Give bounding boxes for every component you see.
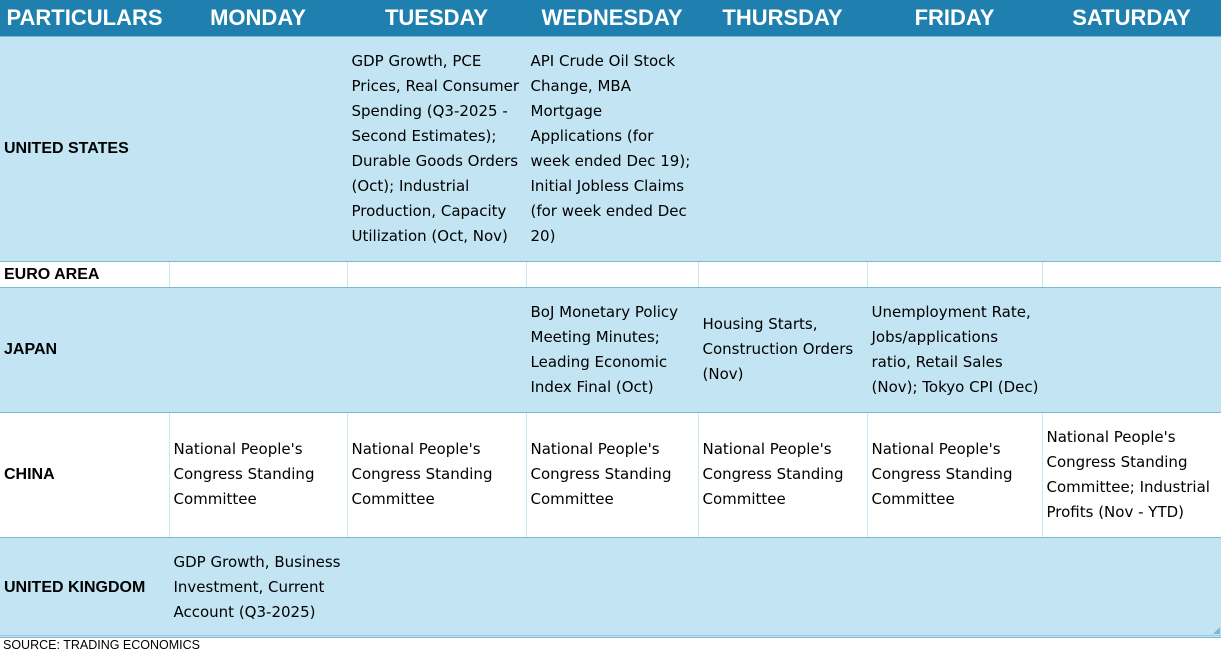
event-cell-thursday: [698, 261, 867, 287]
header-row: [0, 0, 1221, 36]
country-cell: CHINA: [0, 412, 169, 537]
country-cell: EURO AREA: [0, 261, 169, 287]
event-cell-saturday: [1042, 537, 1221, 637]
country-cell: UNITED STATES: [0, 36, 169, 261]
event-cell-friday: National People's Congress Standing Committee: [867, 412, 1042, 537]
event-cell-monday: [169, 287, 347, 412]
event-cell-wednesday: National People's Congress Standing Committee: [526, 412, 698, 537]
header-thursday: THURSDAY: [698, 0, 867, 36]
header-wednesday: WEDNESDAY: [526, 0, 698, 36]
event-cell-saturday: [1042, 287, 1221, 412]
table-row-japan: [0, 287, 1221, 412]
event-cell-thursday: [698, 537, 867, 637]
table-bottom-divider: [0, 635, 1221, 636]
event-cell-wednesday: [526, 537, 698, 637]
event-cell-tuesday: [347, 287, 526, 412]
event-cell-saturday: [1042, 261, 1221, 287]
event-cell-wednesday: API Crude Oil Stock Change, MBA Mortgage Applications (for week ended Dec 19); Initial Jobless Claims (for week ended Dec 20): [526, 36, 698, 261]
event-cell-tuesday: National People's Congress Standing Committee: [347, 412, 526, 537]
header-monday: MONDAY: [169, 0, 347, 36]
header-friday: FRIDAY: [867, 0, 1042, 36]
event-cell-monday: [169, 261, 347, 287]
source-note: SOURCE: TRADING ECONOMICS: [3, 638, 201, 652]
event-cell-wednesday: [526, 261, 698, 287]
table-row-united-kingdom: [0, 537, 1221, 637]
country-cell: UNITED KINGDOM: [0, 537, 169, 637]
event-cell-friday: [867, 537, 1042, 637]
country-cell: JAPAN: [0, 287, 169, 412]
header-particulars: PARTICULARS: [0, 0, 169, 36]
event-cell-saturday: National People's Congress Standing Committee; Industrial Profits (Nov - YTD): [1042, 412, 1221, 537]
event-cell-saturday: [1042, 36, 1221, 261]
event-cell-thursday: National People's Congress Standing Committee: [698, 412, 867, 537]
event-cell-thursday: [698, 36, 867, 261]
event-cell-tuesday: GDP Growth, PCE Prices, Real Consumer Spending (Q3-2025 - Second Estimates); Durable Goods Orders (Oct); Industrial Production, Capacity Utilization (Oct, Nov): [347, 36, 526, 261]
header-tuesday: TUESDAY: [347, 0, 526, 36]
event-cell-thursday: Housing Starts, Construction Orders (Nov): [698, 287, 867, 412]
event-cell-tuesday: [347, 537, 526, 637]
table-row-united-states: [0, 36, 1221, 261]
table-row-china: [0, 412, 1221, 537]
table-resize-handle-icon: [1213, 627, 1220, 634]
event-cell-wednesday: BoJ Monetary Policy Meeting Minutes; Leading Economic Index Final (Oct): [526, 287, 698, 412]
event-cell-friday: [867, 261, 1042, 287]
event-cell-tuesday: [347, 261, 526, 287]
table-row-euro-area: [0, 261, 1221, 287]
event-cell-monday: GDP Growth, Business Investment, Current Account (Q3-2025): [169, 537, 347, 637]
event-cell-friday: [867, 36, 1042, 261]
event-cell-friday: Unemployment Rate, Jobs/applications ratio, Retail Sales (Nov); Tokyo CPI (Dec): [867, 287, 1042, 412]
header-saturday: SATURDAY: [1042, 0, 1221, 36]
event-cell-monday: [169, 36, 347, 261]
event-cell-monday: National People's Congress Standing Committee: [169, 412, 347, 537]
